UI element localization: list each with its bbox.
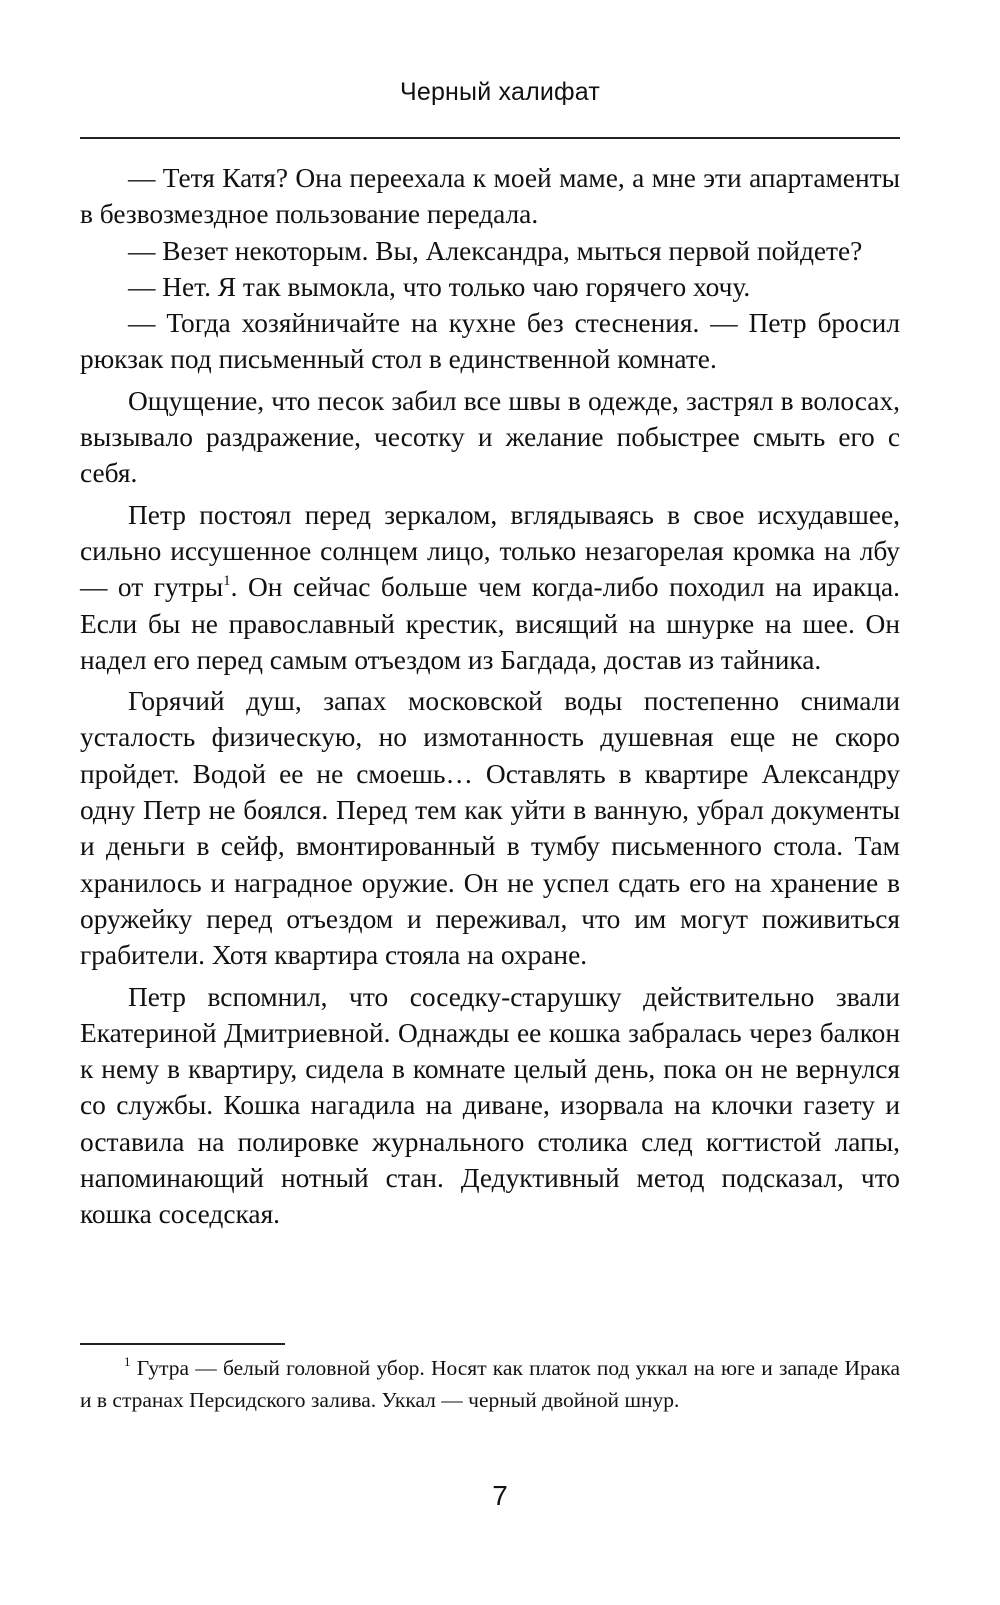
main-text [80,160,900,1233]
footnote-text: Гутра — белый головной убор. Носят как платок под уккал на юге и западе Ирака и в странах Персидского залива. Уккал — черный двойной шнур. [80,1356,901,1412]
footnote-marker: 1 [124,1354,131,1369]
running-title: Черный халифат [399,78,600,106]
footnote-reference[interactable]: 1 [223,573,231,590]
paragraph-6-part-1: Петр постоял перед зеркалом, вглядываясь в свое исхудавшее, сильно иссушенное солнцем лицо, только незагорелая кромка на лбу — от гутры [80,499,900,603]
paragraph-6 [80,497,900,678]
footnote [80,1352,900,1416]
paragraph-2: — Везет некоторым. Вы, Александра, мыться первой пойдете? [128,235,863,266]
paragraph-8: Петр вспомнил, что соседку-старушку действительно звали Екатериной Дмитриевной. Однажды ее кошка забралась через балкон к нему в квартиру, сидела в комнате целый день, пока он не вернулся со службы. Кошка нагадила на диване, изорвала на клочки газету и оставила на полировке журнального столика след когтистой лапы, напоминающий нотный стан. Дедуктивный метод подсказал, что кошка соседская. [80,981,900,1230]
paragraph-1: — Тетя Катя? Она переехала к моей маме, а мне эти апартаменты в безвозмездное пользование передала. [80,163,900,230]
footnote-rule [80,1343,285,1345]
page-number: 7 [492,1480,508,1511]
paragraph-5: Ощущение, что песок забил все швы в одежде, застрял в волосах, вызывало раздражение, чесотку и желание побыстрее смыть его с себя. [80,385,900,489]
header-rule [80,137,900,139]
paragraph-3: — Нет. Я так вымокла, что только чаю горячего хочу. [128,271,751,302]
paragraph-6-part-2: . Он сейчас больше чем когда-либо походил на иракца. Если бы не православный крестик, висящий на шнурке на шее. Он надел его перед самым отъездом из Багдада, достав из тайника. [80,572,900,675]
paragraph-7: Горячий душ, запах московской воды постепенно снимали усталость физическую, но измотанность душевная еще не скоро пройдет. Водой ее не смоешь… Оставлять в квартире Александру одну Петр не боялся. Перед тем как уйти в ванную, убрал документы и деньги в сейф, вмонтированный в тумбу письменного стола. Там хранилось и наградное оружие. Он не успел сдать его на хранение в оружейку перед отъездом и переживал, что им могут поживиться грабители. Хотя квартира стояла на охране. [80,686,900,971]
paragraph-4: — Тогда хозяйничайте на кухне без стеснения. — Петр бросил рюкзак под письменный стол в единственной комнате. [80,308,900,375]
